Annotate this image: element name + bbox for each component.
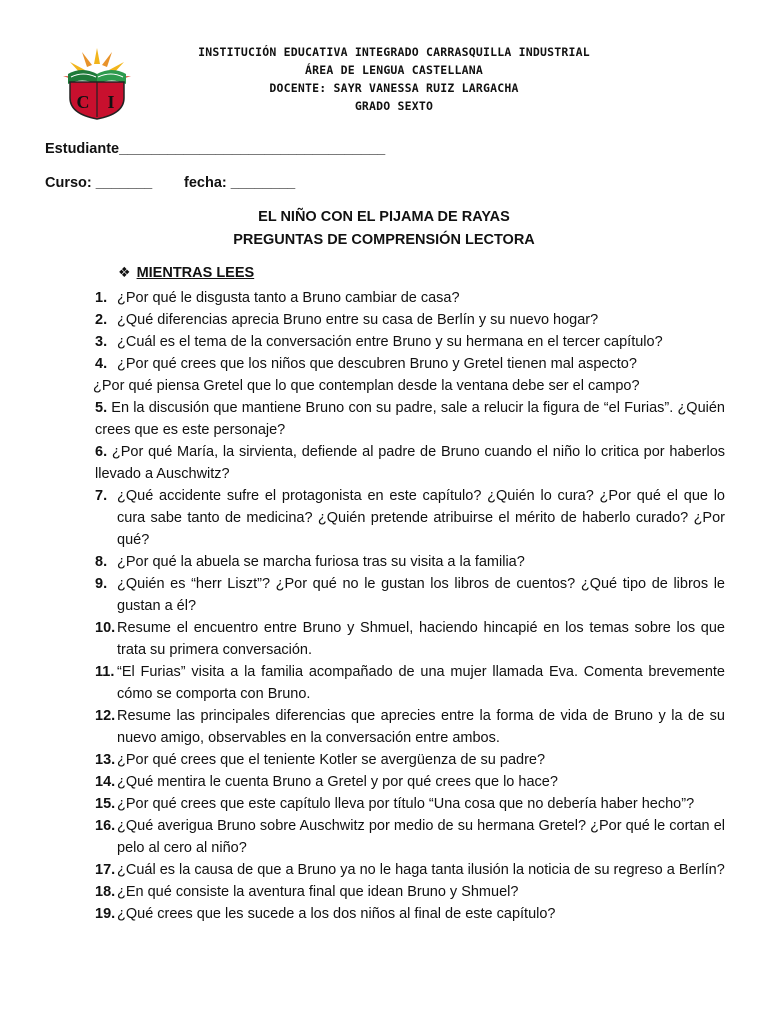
list-item: 4. ¿Por qué crees que los niños que descubren Bruno y Gretel tienen mal aspecto? xyxy=(95,356,637,372)
course-field: Curso: _______ xyxy=(45,175,153,191)
date-field: fecha: ________ xyxy=(184,175,296,191)
list-item: 2. ¿Qué diferencias aprecia Bruno entre su casa de Berlín y su nuevo hogar? xyxy=(95,312,599,328)
book-title: EL NIÑO CON EL PIJAMA DE RAYAS xyxy=(258,209,510,225)
list-item: 13. ¿Por qué crees que el teniente Kotler se avergüenza de su padre? xyxy=(95,752,546,768)
worksheet-subtitle: PREGUNTAS DE COMPRENSIÓN LECTORA xyxy=(233,232,535,248)
logo-letter-left: C xyxy=(76,92,90,112)
list-item: 19. ¿Qué crees que les sucede a los dos niños al final de este capítulo? xyxy=(95,906,556,922)
list-item: 1. ¿Por qué le disgusta tanto a Bruno cambiar de casa? xyxy=(95,290,460,306)
logo-letter-right: I xyxy=(107,92,115,112)
list-item: 12. Resume las principales diferencias que aprecies entre la forma de vida de Bruno y la de su nuevo amigo, observables en la conversación entre ambos. xyxy=(95,708,725,746)
list-item: 5. En la discusión que mantiene Bruno con su padre, sale a relucir la figura de “el Furias”. ¿Quién crees que es este personaje? xyxy=(95,400,725,438)
document-header xyxy=(0,43,768,115)
list-item: 18. ¿En qué consiste la aventura final que idean Bruno y Shmuel? xyxy=(95,884,519,900)
section-heading xyxy=(118,264,254,281)
section-label: MIENTRAS LEES xyxy=(136,265,255,281)
diamond-bullet-icon: ❖ xyxy=(118,264,131,280)
list-item: 16. ¿Qué averigua Bruno sobre Auschwitz por medio de su hermana Gretel? ¿Por qué le cortan el pelo al cero al niño? xyxy=(95,818,725,856)
question-list xyxy=(95,287,725,925)
subject-area: ÁREA DE LENGUA CASTELLANA xyxy=(304,63,484,77)
list-item: 6. ¿Por qué María, la sirvienta, defiende al padre de Bruno cuando el niño lo critica por haberlos llevado a Auschwitz? xyxy=(95,444,726,482)
teacher-name: DOCENTE: SAYR VANESSA RUIZ LARGACHA xyxy=(269,81,519,95)
student-name-field: Estudiante_________________________________ xyxy=(45,141,386,157)
list-item: 9. ¿Quién es “herr Liszt”? ¿Por qué no le gustan los libros de cuentos? ¿Qué tipo de libros le gustan a él? xyxy=(95,576,725,614)
institution-name: INSTITUCIÓN EDUCATIVA INTEGRADO CARRASQUILLA INDUSTRIAL xyxy=(198,45,590,59)
list-item: ¿Por qué piensa Gretel que lo que contemplan desde la ventana debe ser el campo? xyxy=(93,378,640,394)
list-item: 11. “El Furias” visita a la familia acompañado de una mujer llamada Eva. Comenta brevemente cómo se comporta con Bruno. xyxy=(95,664,725,702)
list-item: 14. ¿Qué mentira le cuenta Bruno a Gretel y por qué crees que lo hace? xyxy=(95,774,558,790)
grade-level: GRADO SEXTO xyxy=(354,99,434,113)
list-item: 10. Resume el encuentro entre Bruno y Shmuel, haciendo hincapié en los temas sobre los que trata su primera conversación. xyxy=(95,620,725,658)
list-item: 7. ¿Qué accidente sufre el protagonista en este capítulo? ¿Quién lo cura? ¿Por qué el que lo cura sabe tanto de medicina? ¿Quién pretende atribuirse el mérito de haberlo curado? ¿Por qué? xyxy=(95,488,725,548)
list-item: 17. ¿Cuál es la causa de que a Bruno ya no le haga tanta ilusión la noticia de su regreso a Berlín? xyxy=(95,862,725,878)
list-item: 3. ¿Cuál es el tema de la conversación entre Bruno y su hermana en el tercer capítulo? xyxy=(95,334,663,350)
list-item: 15. ¿Por qué crees que este capítulo lleva por título “Una cosa que no debería haber hecho”? xyxy=(95,796,695,812)
list-item: 8. ¿Por qué la abuela se marcha furiosa tras su visita a la familia? xyxy=(95,554,525,570)
